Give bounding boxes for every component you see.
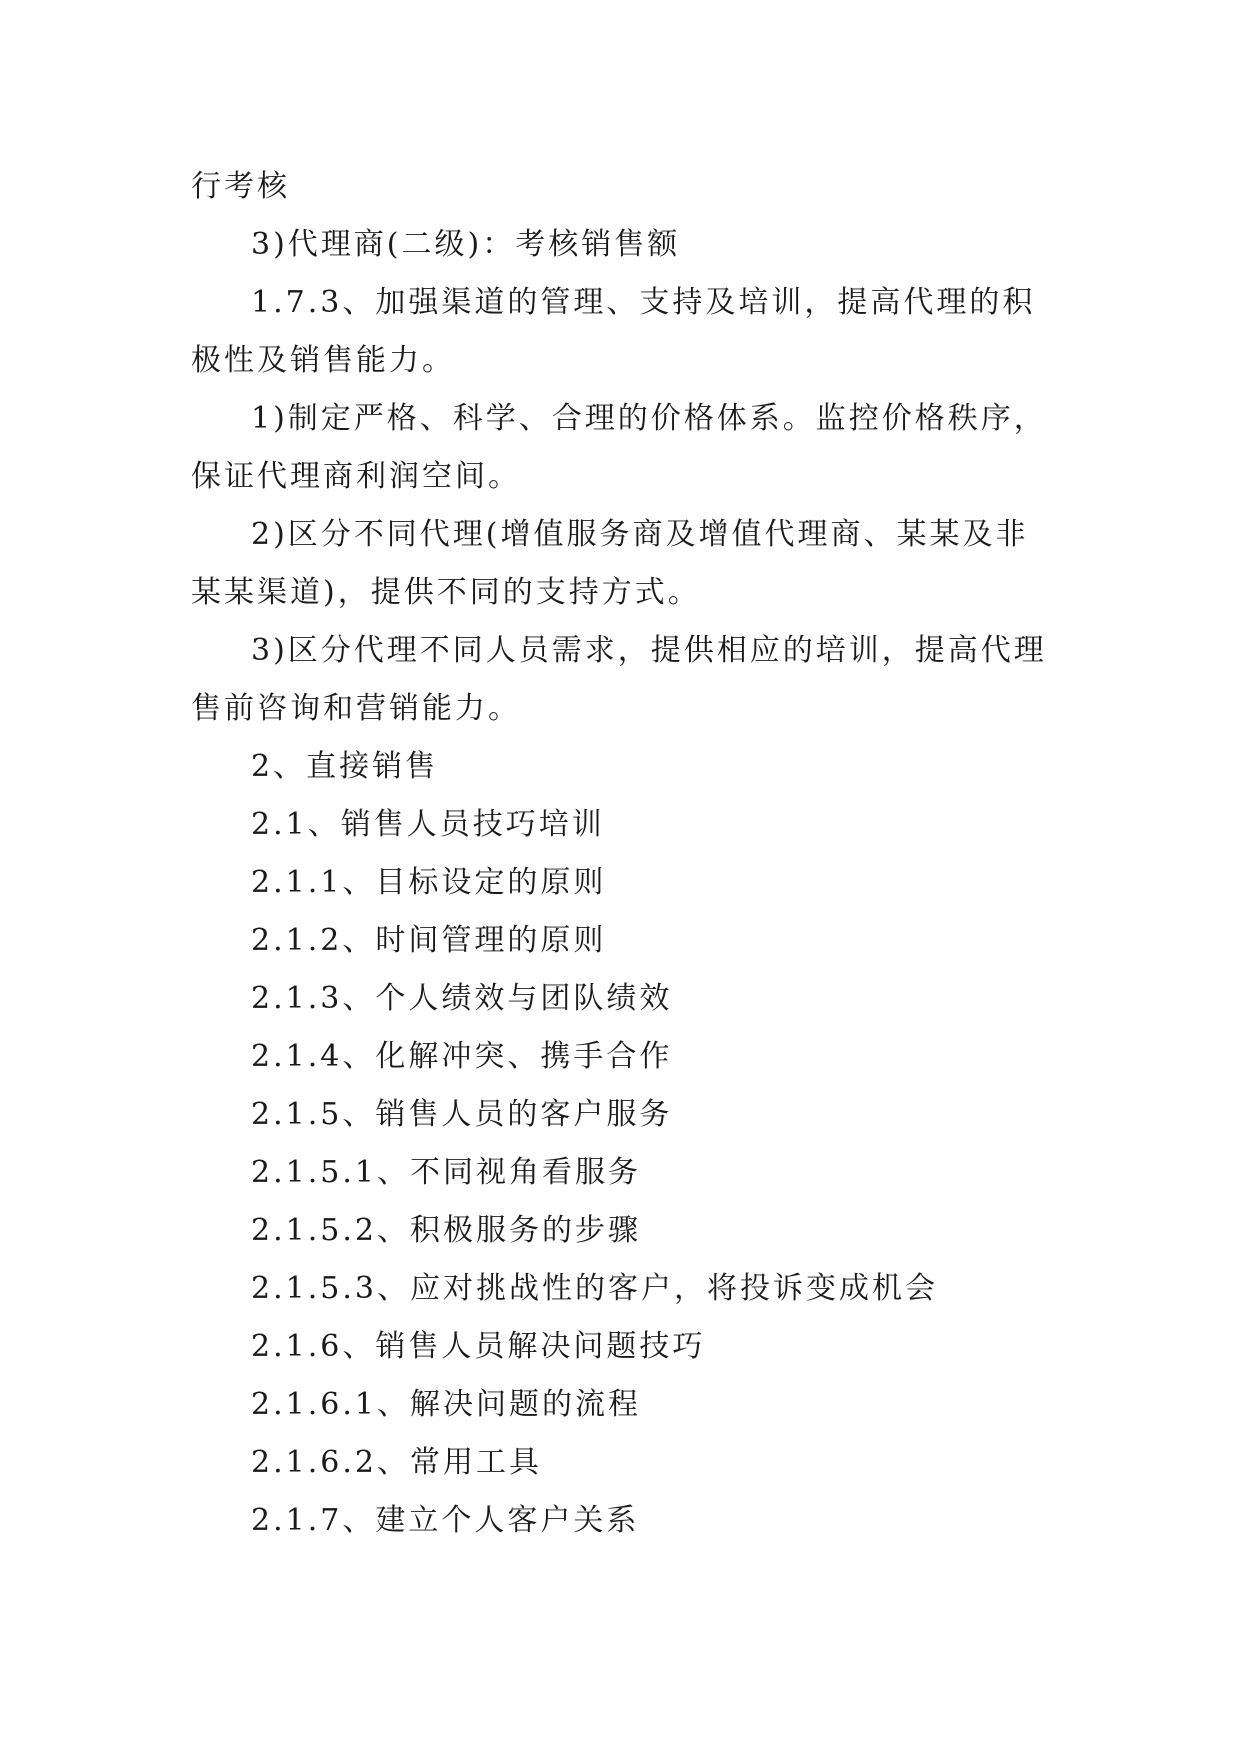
paragraph: 行考核 — [191, 169, 290, 204]
document-body — [191, 158, 1051, 1550]
section-heading: 2、直接销售 — [251, 749, 439, 784]
paragraph: 1)制定严格、科学、合理的价格体系。监控价格秩序，保证代理商利润空间。 — [191, 401, 1047, 494]
list-item: 2.1.3、个人绩效与团队绩效 — [251, 981, 673, 1016]
list-item: 2.1.6.1、解决问题的流程 — [251, 1387, 641, 1422]
list-item: 2.1.5.3、应对挑战性的客户，将投诉变成机会 — [251, 1271, 938, 1306]
list-item: 2.1.2、时间管理的原则 — [251, 923, 607, 958]
section-heading: 2.1、销售人员技巧培训 — [251, 807, 605, 842]
paragraph: 3)代理商(二级)：考核销售额 — [251, 227, 681, 262]
list-item: 2.1.4、化解冲突、携手合作 — [251, 1039, 673, 1074]
paragraph: 2)区分不同代理(增值服务商及增值代理商、某某及非某某渠道)，提供不同的支持方式。 — [191, 517, 1029, 610]
list-item: 2.1.7、建立个人客户关系 — [251, 1503, 640, 1538]
list-item: 2.1.6、销售人员解决问题技巧 — [251, 1329, 706, 1364]
list-item: 2.1.5、销售人员的客户服务 — [251, 1097, 673, 1132]
list-item: 2.1.5.2、积极服务的步骤 — [251, 1213, 641, 1248]
list-item: 2.1.5.1、不同视角看服务 — [251, 1155, 641, 1190]
list-item: 2.1.1、目标设定的原则 — [251, 865, 607, 900]
paragraph: 3)区分代理不同人员需求，提供相应的培训，提高代理售前咨询和营销能力。 — [191, 633, 1047, 726]
list-item: 2.1.6.2、常用工具 — [251, 1445, 542, 1480]
paragraph: 1.7.3、加强渠道的管理、支持及培训，提高代理的积极性及销售能力。 — [191, 285, 1036, 378]
